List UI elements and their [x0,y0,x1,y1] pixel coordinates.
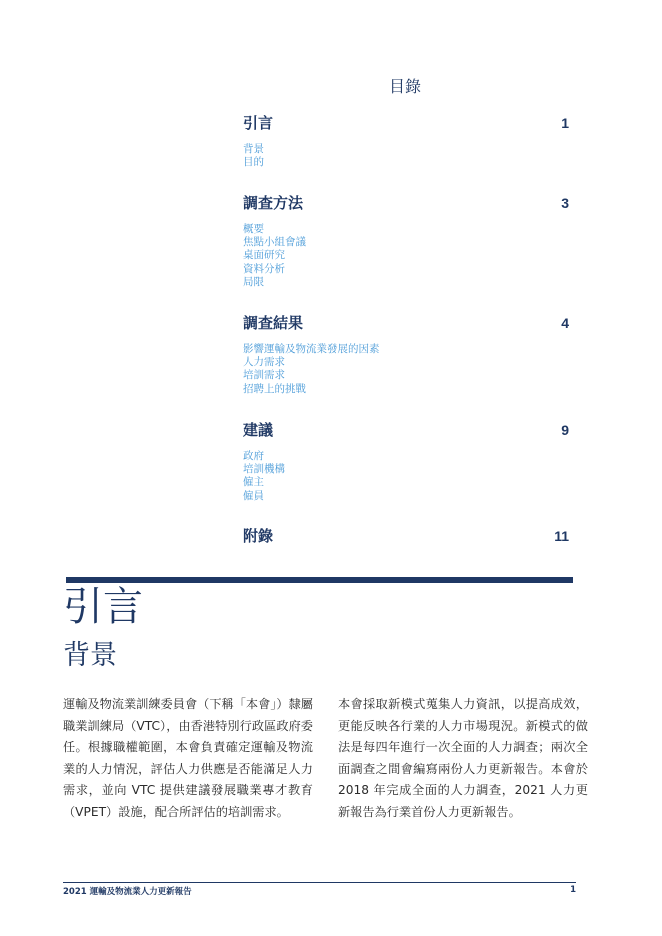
toc-link-recruitment-challenges[interactable]: 招聘上的挑戰 [243,382,306,395]
toc-link-manpower-demand[interactable]: 人力需求 [243,356,285,369]
toc-page-number: 1 [561,115,569,131]
section-title: 背景 [63,640,117,671]
toc-link-employers[interactable]: 僱主 [243,476,264,489]
toc-link-limitations[interactable]: 局限 [243,275,264,288]
page-footer [63,885,576,897]
body-paragraph-right: 本會採取新模式蒐集人力資訊，以提高成效，更能反映各行業的人力市場現況。新模式的做法是每四年進行一次全面的人力調查；兩次全面調查之間會編寫兩份人力更新報告。本會於 2018 年完成全面的人力調查，2021 人力更新報告為行業首份人力更新報告。 [338,697,588,819]
toc-link-factors[interactable]: 影響運輸及物流業發展的因素 [243,343,380,355]
toc-section [243,112,569,169]
toc-link-government[interactable]: 政府 [243,450,264,462]
toc-page-number: 9 [561,422,569,438]
footer-report-name: 2021 運輸及物流業人力更新報告 [63,887,192,897]
toc-heading-label: 建議 [243,421,274,439]
toc-heading-appendix[interactable] [243,525,569,547]
toc-link-purpose[interactable]: 目的 [243,156,264,169]
toc-section [243,419,569,503]
toc-heading-label: 引言 [243,114,274,132]
toc-heading-label: 附錄 [243,527,274,545]
toc-page-number: 11 [554,528,569,544]
toc-heading-label: 調查方法 [243,194,304,212]
toc-link-focus-group[interactable]: 焦點小組會議 [243,236,306,249]
toc-section [243,525,569,547]
toc-page-number: 4 [561,315,569,331]
toc-heading-label: 調查結果 [243,314,304,332]
toc-link-data-analysis[interactable]: 資料分析 [243,262,285,275]
toc-heading-intro[interactable] [243,112,569,134]
toc-section [243,312,569,396]
toc-link-employees[interactable]: 僱員 [243,489,264,502]
toc-link-training-needs[interactable]: 培訓需求 [243,369,285,382]
toc-title: 目錄 [388,77,421,96]
toc-page-number: 3 [561,195,569,211]
toc-section [243,192,569,289]
footer-divider [63,882,576,883]
toc-link-background[interactable]: 背景 [243,143,264,155]
toc-heading-methodology[interactable] [243,192,569,214]
toc-heading-findings[interactable] [243,312,569,334]
toc-link-desk-research[interactable]: 桌面研究 [243,249,285,262]
body-paragraph-left: 運輸及物流業訓練委員會（下稱「本會」）隸屬職業訓練局（VTC），由香港特別行政區政府委任。根據職權範圍，本會負責確定運輸及物流業的人力情況，評估人力供應是否能滿足人力需求，並向 VTC 提供建議發展職業專才教育（VPET）設施，配合所評估的培訓需求。 [63,697,313,819]
footer-page-number: 1 [570,885,576,895]
chapter-title: 引言 [63,584,143,630]
toc-link-overview[interactable]: 概要 [243,223,264,235]
toc-heading-recommendations[interactable] [243,419,569,441]
toc-link-training-institutions[interactable]: 培訓機構 [243,463,285,476]
